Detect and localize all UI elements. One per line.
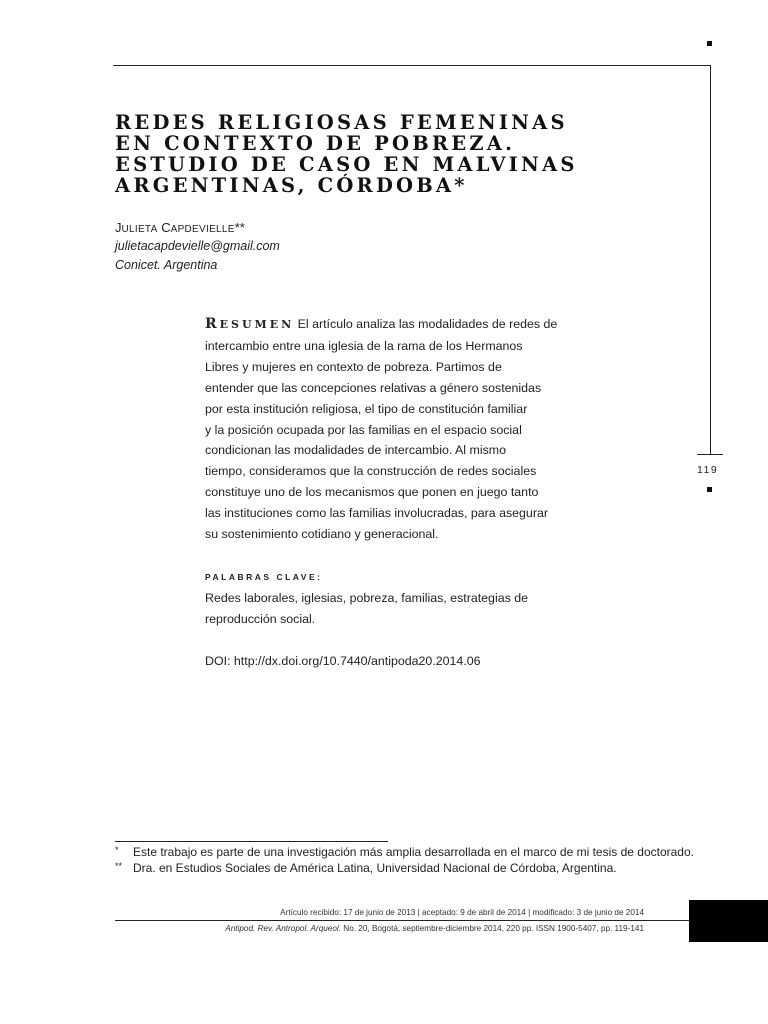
- margin-rule-vertical: [710, 65, 711, 454]
- article-dates: Artículo recibido: 17 de junio de 2013 | aceptado: 9 de abril de 2014 | modificado: 3 de junio de 2014: [280, 908, 644, 917]
- keywords-text: [205, 588, 565, 630]
- title-line: REDES RELIGIOSAS FEMENINAS: [115, 111, 568, 134]
- abstract-line: intercambio entre una iglesia de la rama de los Hermanos: [205, 338, 523, 353]
- keywords-label: PALABRAS CLAVE:: [205, 572, 323, 582]
- abstract-line: su sostenimiento cotidiano y generacional.: [205, 527, 439, 542]
- footnote-text: Dra. en Estudios Sociales de América Latina, Universidad Nacional de Córdoba, Argentina.: [133, 861, 617, 875]
- footnote-mark: *: [115, 845, 119, 855]
- abstract-heading: RESUMEN: [205, 316, 295, 332]
- journal-citation: Antipod. Rev. Antropol. Arqueol. No. 20, Bogotá, septiembre-diciembre 2014, 220 pp. ISSN 1900-5407, pp. 119-141: [225, 924, 644, 933]
- footnote-rule: [115, 841, 388, 842]
- page-tab-block: [689, 900, 768, 942]
- page-number: 119: [697, 464, 719, 476]
- abstract-line: entender que las concepciones relativas a género sostenidas: [205, 380, 542, 395]
- abstract-line: las instituciones como las familias involucradas, para asegurar: [205, 506, 548, 521]
- author-name: JULIETA CAPDEVIELLE**: [115, 220, 245, 235]
- abstract: [205, 314, 575, 545]
- abstract-line: El artículo analiza las modalidades de redes de: [297, 317, 558, 331]
- footnote: [115, 845, 694, 859]
- corner-square-mid: [707, 487, 712, 492]
- margin-rule-tick: [697, 454, 723, 455]
- abstract-line: constituye uno de los mecanismos que ponen en juego tanto: [205, 485, 539, 500]
- article-title: [115, 112, 595, 196]
- footnote-mark: **: [115, 861, 123, 871]
- meta-rule: [115, 920, 689, 921]
- author-email[interactable]: julietacapdevielle@gmail.com: [115, 239, 280, 253]
- title-line: ARGENTINAS, CÓRDOBA*: [115, 174, 468, 197]
- keywords-line: reproducción social.: [205, 612, 316, 626]
- abstract-line: tiempo, consideramos que la construcción de redes sociales: [205, 464, 537, 479]
- abstract-line: y la posición ocupada por las familias en el espacio social: [205, 422, 522, 437]
- doi-link[interactable]: DOI: http://dx.doi.org/10.7440/antipoda20.2014.06: [205, 654, 481, 668]
- keywords-line: Redes laborales, iglesias, pobreza, familias, estrategias de: [205, 591, 529, 605]
- corner-square-top: [707, 41, 712, 46]
- footnote: [115, 861, 617, 875]
- author-institution: Conicet. Argentina: [115, 258, 218, 272]
- abstract-line: condicionan las modalidades de intercambio. Al mismo: [205, 443, 506, 458]
- footnote-text: Este trabajo es parte de una investigación más amplia desarrollada en el marco de mi tesis de doctorado.: [133, 845, 694, 859]
- title-line: EN CONTEXTO DE POBREZA.: [115, 132, 516, 155]
- abstract-line: por esta institución religiosa, el tipo de constitución familiar: [205, 401, 528, 416]
- abstract-line: Libres y mujeres en contexto de pobreza. Partimos de: [205, 359, 502, 374]
- title-line: ESTUDIO DE CASO EN MALVINAS: [115, 153, 578, 176]
- header-rule: [113, 65, 711, 66]
